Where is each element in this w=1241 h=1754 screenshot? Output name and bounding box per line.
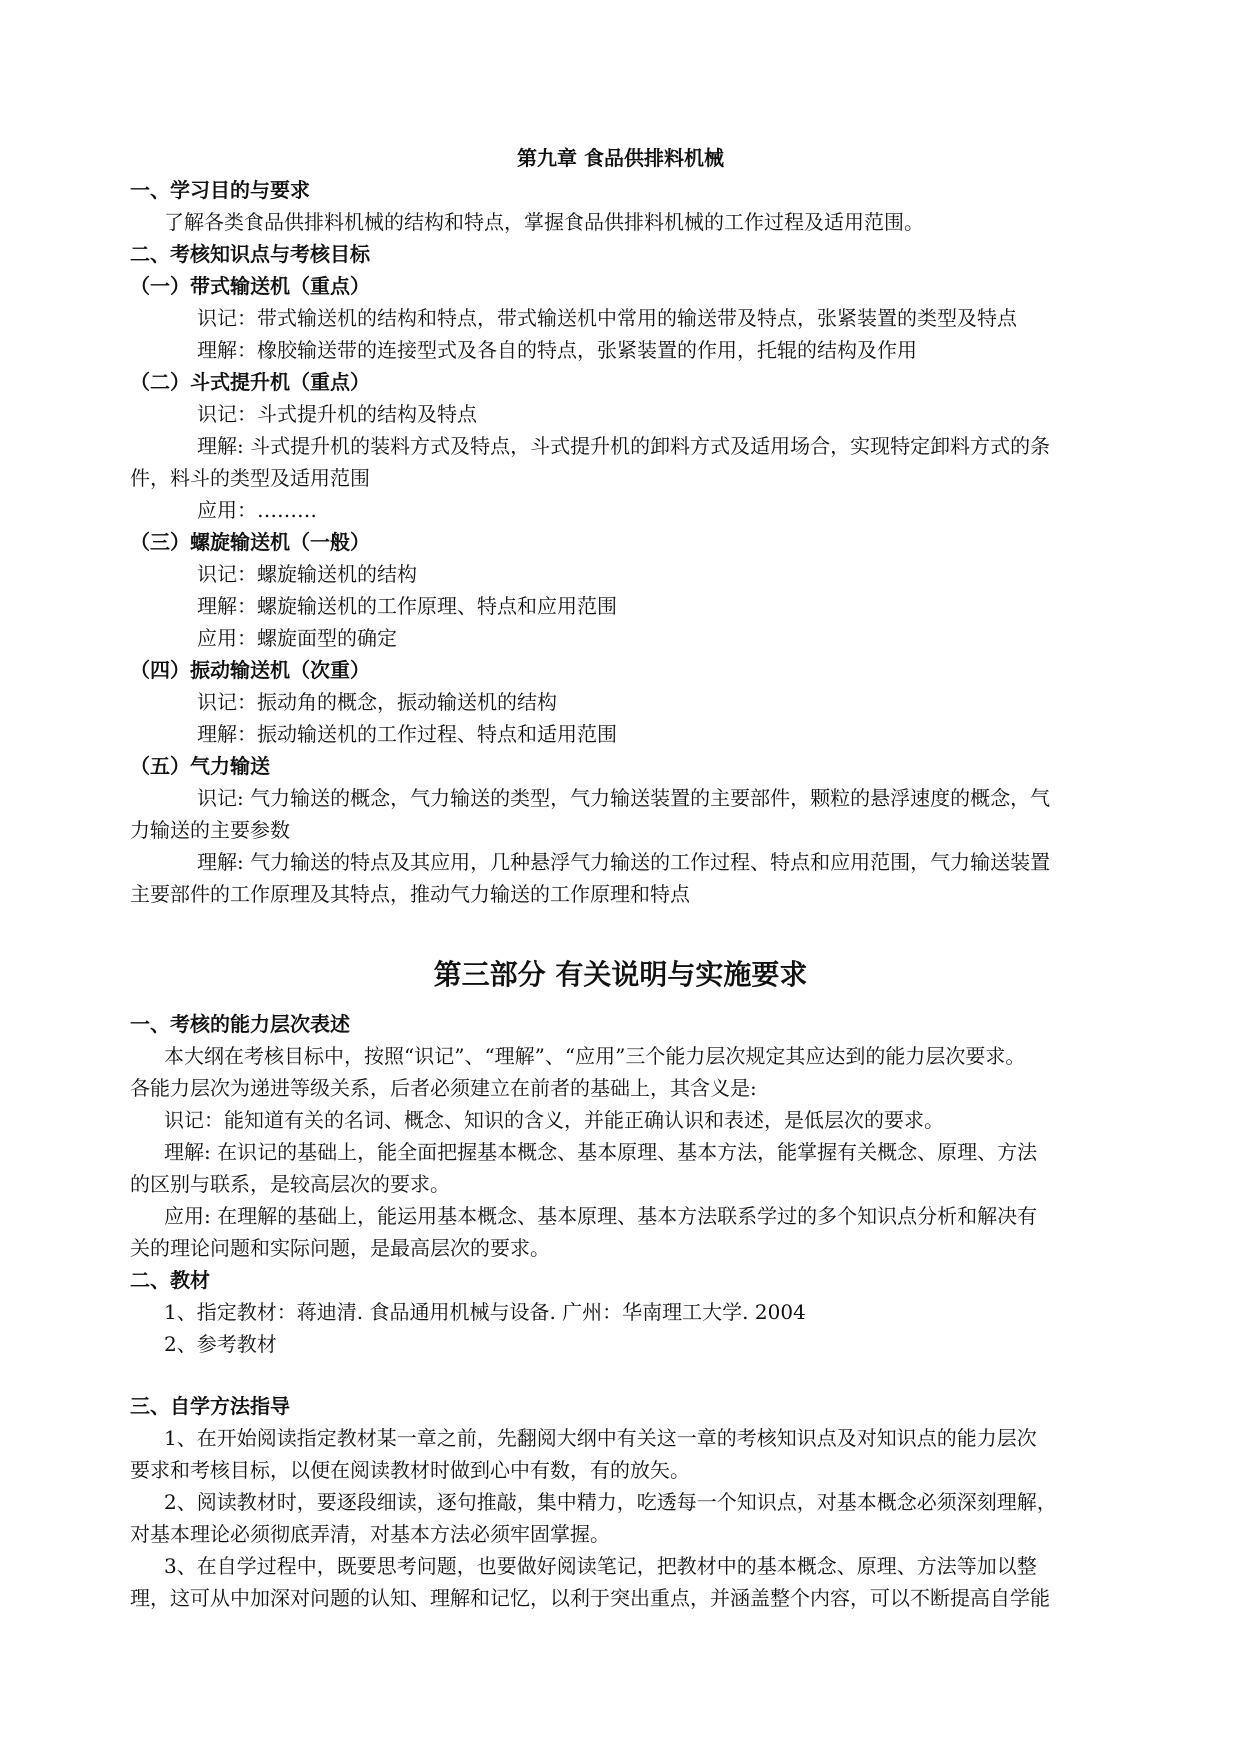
subheading-vibrating-conveyor: （四）振动输送机（次重） <box>130 658 370 682</box>
section-heading-goals: 一、学习目的与要求 <box>130 178 310 202</box>
bucket-understand-line1: 理解: 斗式提升机的装料方式及特点，斗式提升机的卸料方式及适用场合，实现特定卸料方式的条 <box>197 434 1051 458</box>
part-title: 第三部分 有关说明与实施要求 <box>433 958 808 991</box>
subheading-belt-conveyor: （一）带式输送机（重点） <box>130 274 370 298</box>
subheading-screw-conveyor: （三）螺旋输送机（一般） <box>130 530 370 554</box>
vibr-understand: 理解：振动输送机的工作过程、特点和适用范围 <box>197 722 617 746</box>
ability-apply-line2: 关的理论问题和实际问题，是最高层次的要求。 <box>130 1236 550 1260</box>
pneu-memo-line2: 力输送的主要参数 <box>130 818 290 842</box>
ability-understand-line1: 理解: 在识记的基础上，能全面把握基本概念、基本原理、基本方法，能掌握有关概念、原理、方法 <box>164 1140 1038 1164</box>
section-heading-textbooks: 二、教材 <box>130 1268 210 1292</box>
bucket-apply: 应用：……… <box>197 498 317 522</box>
chapter-title: 第九章 食品供排料机械 <box>517 146 724 170</box>
section-heading-knowledge: 二、考核知识点与考核目标 <box>130 242 370 266</box>
pneu-understand-line1: 理解: 气力输送的特点及其应用，几种悬浮气力输送的工作过程、特点和应用范围，气力输送装置 <box>197 850 1051 874</box>
screw-understand: 理解：螺旋输送机的工作原理、特点和应用范围 <box>197 594 617 618</box>
study-para2-line1: 2、阅读教材时，要逐段细读，逐句推敲，集中精力，吃透每一个知识点，对基本概念必须深刻理解， <box>164 1490 1057 1514</box>
screw-apply: 应用：螺旋面型的确定 <box>197 626 397 650</box>
pneu-memo-line1: 识记: 气力输送的概念，气力输送的类型，气力输送装置的主要部件，颗粒的悬浮速度的概念，气 <box>197 786 1051 810</box>
subheading-bucket-elevator: （二）斗式提升机（重点） <box>130 370 370 394</box>
bucket-understand-line2: 件，料斗的类型及适用范围 <box>130 466 370 490</box>
ability-para1-line2: 各能力层次为递进等级关系，后者必须建立在前者的基础上，其含义是: <box>130 1076 757 1100</box>
pneu-understand-line2: 主要部件的工作原理及其特点，推动气力输送的工作原理和特点 <box>130 882 690 906</box>
ability-para1-line1: 本大纲在考核目标中，按照“识记”、“理解”、“应用”三个能力层次规定其应达到的能力层次要求。 <box>164 1044 1026 1068</box>
vibr-memo: 识记：振动角的概念，振动输送机的结构 <box>197 690 557 714</box>
section-heading-ability-levels: 一、考核的能力层次表述 <box>130 1012 350 1036</box>
section-heading-self-study: 三、自学方法指导 <box>130 1394 290 1418</box>
study-para1-line2: 要求和考核目标，以便在阅读教材时做到心中有数，有的放矢。 <box>130 1458 690 1482</box>
belt-memo: 识记：带式输送机的结构和特点，带式输送机中常用的输送带及特点，张紧装置的类型及特点 <box>197 306 1017 330</box>
ability-apply-line1: 应用: 在理解的基础上，能运用基本概念、基本原理、基本方法联系学过的多个知识点分析和解决有 <box>164 1204 1038 1228</box>
study-para3-line1: 3、在自学过程中，既要思考问题，也要做好阅读笔记，把教材中的基本概念、原理、方法等加以整 <box>164 1554 1037 1578</box>
ability-memo: 识记：能知道有关的名词、概念、知识的含义，并能正确认识和表述，是低层次的要求。 <box>164 1108 944 1132</box>
textbook-item-2: 2、参考教材 <box>164 1332 277 1356</box>
belt-understand: 理解：橡胶输送带的连接型式及各自的特点，张紧装置的作用，托辊的结构及作用 <box>197 338 917 362</box>
textbook-item-1: 1、指定教材：蒋迪清. 食品通用机械与设备. 广州：华南理工大学. 2004 <box>164 1300 806 1324</box>
subheading-pneumatic-conveying: （五）气力输送 <box>130 754 270 778</box>
bucket-memo: 识记：斗式提升机的结构及特点 <box>197 402 477 426</box>
study-para2-line2: 对基本理论必须彻底弄清，对基本方法必须牢固掌握。 <box>130 1522 610 1546</box>
screw-memo: 识记：螺旋输送机的结构 <box>197 562 417 586</box>
ability-understand-line2: 的区别与联系，是较高层次的要求。 <box>130 1172 450 1196</box>
paragraph-goals: 了解各类食品供排料机械的结构和特点，掌握食品供排料机械的工作过程及适用范围。 <box>164 210 924 234</box>
study-para1-line1: 1、在开始阅读指定教材某一章之前，先翻阅大纲中有关这一章的考核知识点及对知识点的能力层次 <box>164 1426 1037 1450</box>
study-para3-line2: 理，这可从中加深对问题的认知、理解和记忆，以利于突出重点，并涵盖整个内容，可以不断提高自学能 <box>130 1586 1050 1610</box>
